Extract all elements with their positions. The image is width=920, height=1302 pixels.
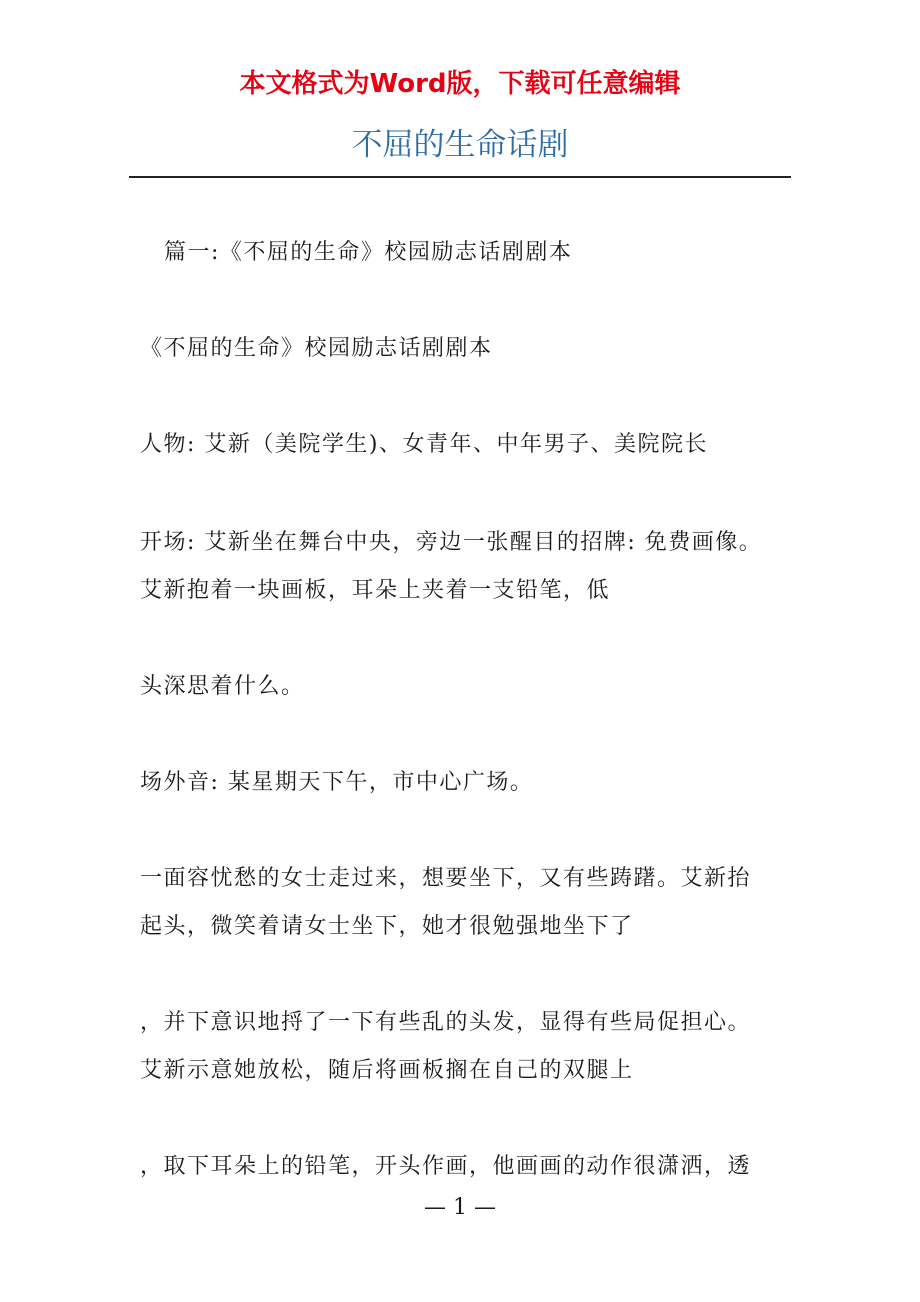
- paragraph-section-heading: 篇一:《不屈的生命》校园励志话剧剧本: [164, 240, 573, 265]
- paragraph-drawing-line: ，取下耳朵上的铅笔，开头作画，他画画的动作很潇洒，透: [140, 1154, 752, 1179]
- format-notice-banner: 本文格式为Word版，下载可任意编辑: [239, 69, 681, 99]
- paragraph-hair-line-2: 艾新示意她放松，随后将画板搁在自己的双腿上: [140, 1058, 634, 1083]
- document-title: 不屈的生命话剧: [351, 127, 569, 163]
- paragraph-script-title: 《不屈的生命》校园励志话剧剧本: [140, 336, 493, 361]
- paragraph-hair-line-1: ，并下意识地捋了一下有些乱的头发，显得有些局促担心。: [140, 1010, 752, 1035]
- paragraph-opening-line-2: 艾新抱着一块画板，耳朵上夹着一支铅笔，低: [140, 578, 611, 603]
- paragraph-opening-line-1: 开场: 艾新坐在舞台中央，旁边一张醒目的招牌: 免费画像。: [140, 530, 763, 555]
- paragraph-offstage-voice: 场外音: 某星期天下午，市中心广场。: [140, 770, 534, 795]
- paragraph-characters: 人物: 艾新（美院学生)、女青年、中年男子、美院院长: [140, 432, 708, 457]
- paragraph-opening-line-3: 头深思着什么。: [140, 674, 305, 699]
- page-number: — 1 —: [424, 1195, 496, 1220]
- paragraph-woman-line-2: 起头，微笑着请女士坐下，她才很勉强地坐下了: [140, 914, 634, 939]
- paragraph-woman-line-1: 一面容忧愁的女士走过来，想要坐下，又有些踌躇。艾新抬: [140, 866, 752, 891]
- header-divider: [129, 176, 791, 178]
